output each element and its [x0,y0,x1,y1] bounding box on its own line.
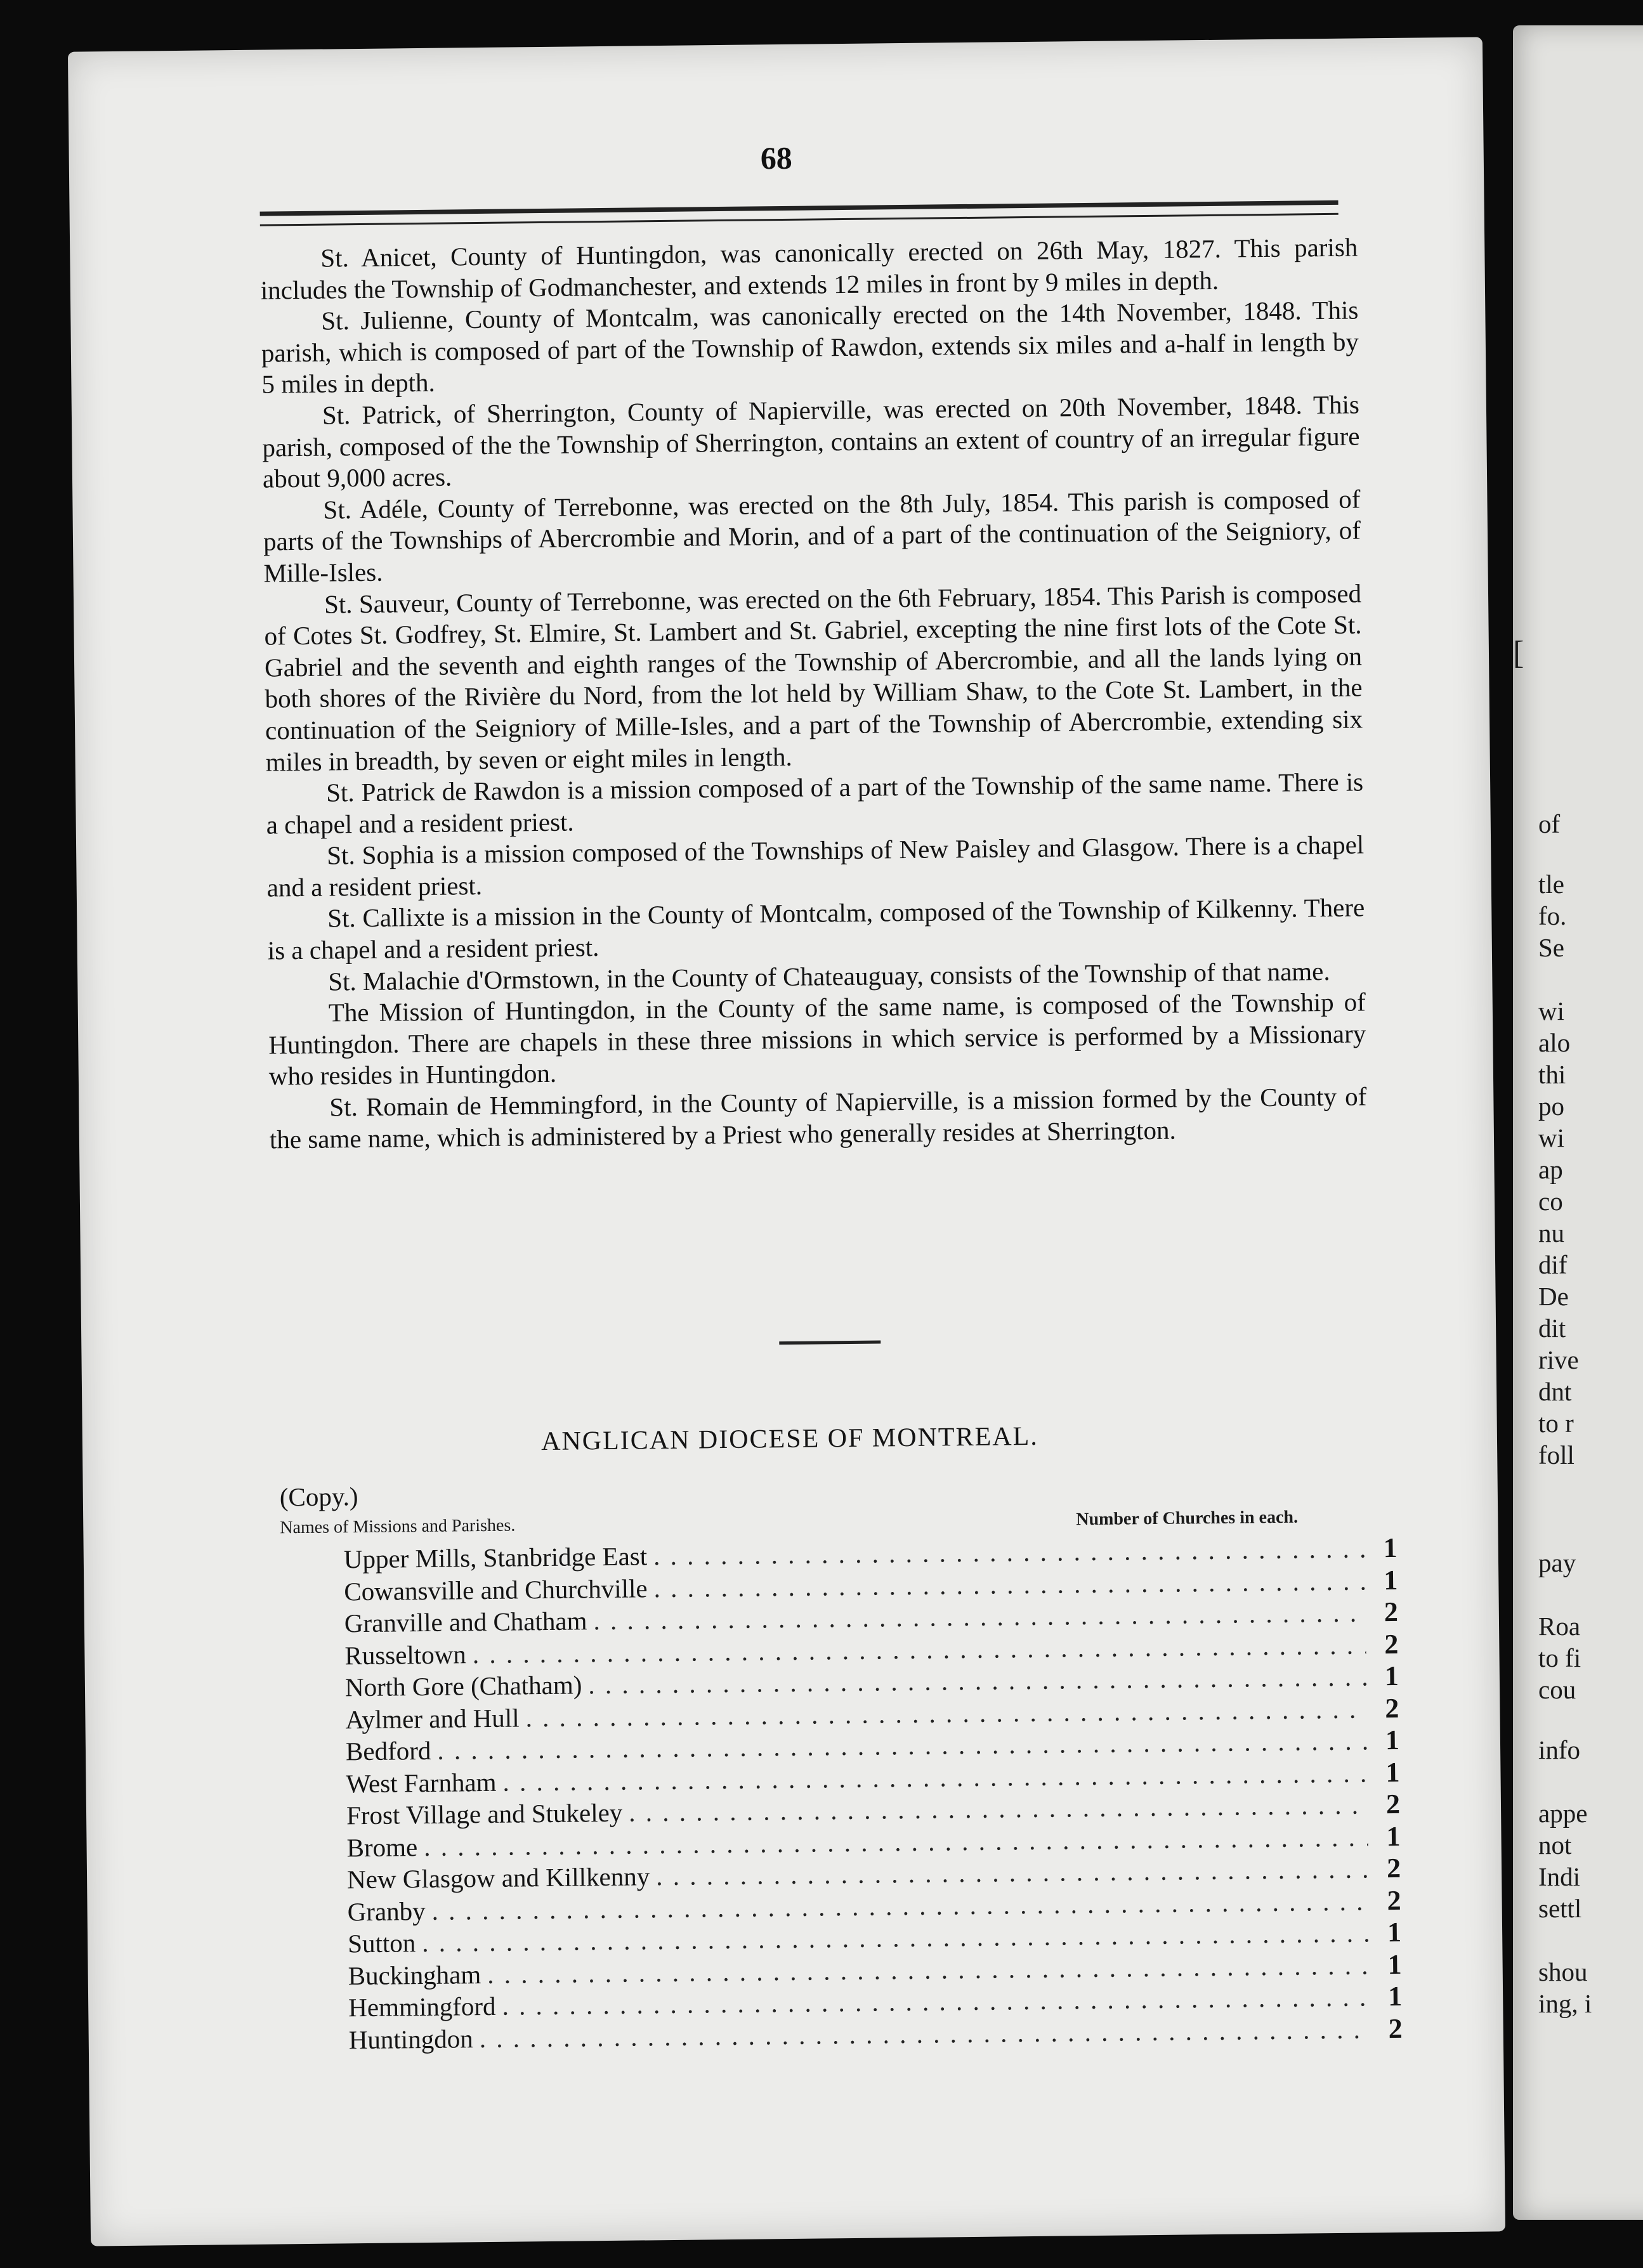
section-divider [779,1340,880,1345]
paragraph-st-adele: St. Adéle, County of Terrebonne, was erected on the 8th July, 1854. This parish is composed of parts of the Townships of Abercrombie and Morin, and of a part of the continuation of the Seigniory, of Mille-Isles. [263,484,1361,588]
paragraph-st-sophia: St. Sophia is a mission composed of the Townships of New Paisley and Glasgow. There is a chapel and a resident priest. [266,830,1365,903]
text-fragment: thi [1538,1060,1566,1089]
paragraph-st-callixte: St. Callixte is a mission in the County of Montcalm, composed of the Township of Kilkenny. There is a chapel and a resident priest. [267,892,1365,965]
text-fragment: tle [1538,870,1564,899]
text-fragment: wi [1538,996,1564,1026]
church-count: 1 [1386,1820,1401,1852]
text-fragment: dit [1538,1313,1566,1343]
text-fragment: pay [1538,1548,1576,1577]
parish-name: Hemmingford [348,1991,496,2023]
text-fragment: not [1538,1830,1572,1860]
facing-page [1513,25,1643,2220]
parish-name: Sutton [347,1928,416,1958]
text-fragment: dif [1538,1250,1568,1279]
parish-name: North Gore (Chatham) [344,1670,582,1702]
church-count: 1 [1385,1724,1400,1756]
text-fragment: Indi [1538,1862,1581,1891]
text-fragment: ing, i [1538,1989,1592,2018]
text-fragment: cou [1538,1675,1576,1704]
table-header-names: Names of Missions and Parishes. [280,1515,516,1538]
church-count: 2 [1384,1596,1399,1628]
church-count: 1 [1385,1756,1400,1788]
church-count: 2 [1384,1628,1399,1660]
text-fragment: shou [1538,1957,1588,1986]
paragraph-huntingdon-mission: The Mission of Huntingdon, in the County of the same name, is composed of the Township of Huntingdon. There are chapels in these three missions in which service is performed by a Missionary who resides in Huntingdon. [268,987,1366,1091]
page-number: 68 [760,140,793,176]
parish-name: Buckingham [348,1959,481,1990]
church-count: 1 [1387,1948,1402,1980]
text-fragment: to fi [1538,1643,1581,1672]
paragraph-st-anicet: St. Anicet, County of Huntingdon, was canonically erected on 26th May, 1827. This parish includes the Township of Godmanchester, and extends 12 miles in front by 9 miles in depth. [260,232,1358,305]
table-header-counts: Number of Churches in each. [1076,1507,1299,1530]
paragraph-st-julienne: St. Julienne, County of Montcalm, was canonically erected on the 14th November, 1848. This parish, which is composed of part of the Township of Rawdon, extends six miles and a-half in length by 5 miles in depth. [261,295,1359,399]
church-count: 1 [1387,1980,1403,2012]
parish-name: Brome [346,1832,418,1862]
church-count: 2 [1388,2012,1403,2044]
church-count: 2 [1385,1692,1399,1724]
church-count: 1 [1384,1564,1398,1596]
text-fragment: info [1538,1735,1581,1764]
text-fragment: settl [1538,1894,1582,1923]
parish-name: Granville and Chatham [344,1606,587,1638]
text-fragment: rive [1538,1345,1579,1374]
text-fragment: of [1538,809,1561,838]
parish-name: Huntingdon [348,2023,473,2054]
parish-name: Russeltown [344,1639,467,1670]
text-fragment: alo [1538,1028,1571,1057]
church-count: 2 [1387,1884,1401,1916]
section-heading: ANGLICAN DIOCESE OF MONTREAL. [540,1421,1038,1457]
text-fragment: co [1538,1187,1563,1216]
parish-name: Upper Mills, Stanbridge East [343,1541,648,1574]
paragraph-st-patrick-rawdon: St. Patrick de Rawdon is a mission composed of a part of the Township of the same name. There is a chapel and a resident priest. [266,767,1364,840]
paragraph-st-patrick-sherrington: St. Patrick, of Sherrington, County of Napierville, was erected on 20th November, 1848. This parish, composed of the the Township of Sherrington, contains an extent of country of an irregular figure about 9,000 acres. [262,389,1360,493]
text-fragment: Roa [1538,1612,1581,1641]
text-fragment: nu [1538,1218,1564,1248]
text-fragment: foll [1538,1440,1574,1470]
copy-label: (Copy.) [279,1482,358,1512]
church-count: 2 [1386,1852,1401,1884]
paragraph-st-malachie: St. Malachie d'Ormstown, in the County of Chateauguay, consists of the Township of that name. [328,956,1330,996]
parish-name: West Farnham [346,1767,497,1798]
text-fragment: De [1538,1282,1569,1311]
text-fragment: wi [1538,1123,1564,1152]
paragraph-st-sauveur: St. Sauveur, County of Terrebonne, was erected on the 6th February, 1854. This Parish is composed of Cotes St. Godfrey, St. Elmire, St. Lambert and St. Gabriel, excepting the nine first lots of the Cote St. Gabriel and the seventh and eighth ranges of the Township of Abercrombie, and all the lands lying on both shores of the Rivière du Nord, from the lot held by William Shaw, to the Cote St. Lambert, in the continuation of the Seigniory of Mille-Isles, and a part of the Township of Abercrombie, extending six miles in breadth, by seven or eight miles in length. [264,578,1363,777]
text-fragment: to r [1538,1409,1574,1438]
church-count: 1 [1387,1916,1402,1948]
parish-name: Frost Village and Stukeley [346,1797,623,1830]
header-rule-thick [260,200,1339,216]
parish-name: Cowansville and Churchville [344,1573,648,1606]
text-fragment: fo. [1538,901,1567,930]
text-fragment: po [1538,1092,1564,1121]
header-rule-thin [260,213,1339,226]
church-count: 2 [1385,1788,1401,1820]
text-fragment: Se [1538,933,1564,962]
parish-name: Granby [347,1896,426,1926]
parish-name: Bedford [345,1735,431,1766]
parish-table [344,1532,1415,2056]
parish-name: Aylmer and Hull [345,1702,520,1734]
text-fragment: appe [1538,1799,1588,1828]
bracket-mark: [ [1513,635,1524,671]
church-count: 1 [1383,1532,1398,1564]
paragraph-st-romain: St. Romain de Hemmingford, in the County of Napierville, is a mission formed by the County of the same name, which is administered by a Priest who generally resides at Sherrington. [269,1081,1367,1154]
text-fragment: ap [1538,1155,1563,1184]
church-count: 1 [1384,1660,1399,1692]
text-fragment: dnt [1538,1377,1572,1406]
parish-name: New Glasgow and Killkenny [346,1861,650,1894]
left-page [68,37,1505,2246]
body-text [260,231,1367,1155]
